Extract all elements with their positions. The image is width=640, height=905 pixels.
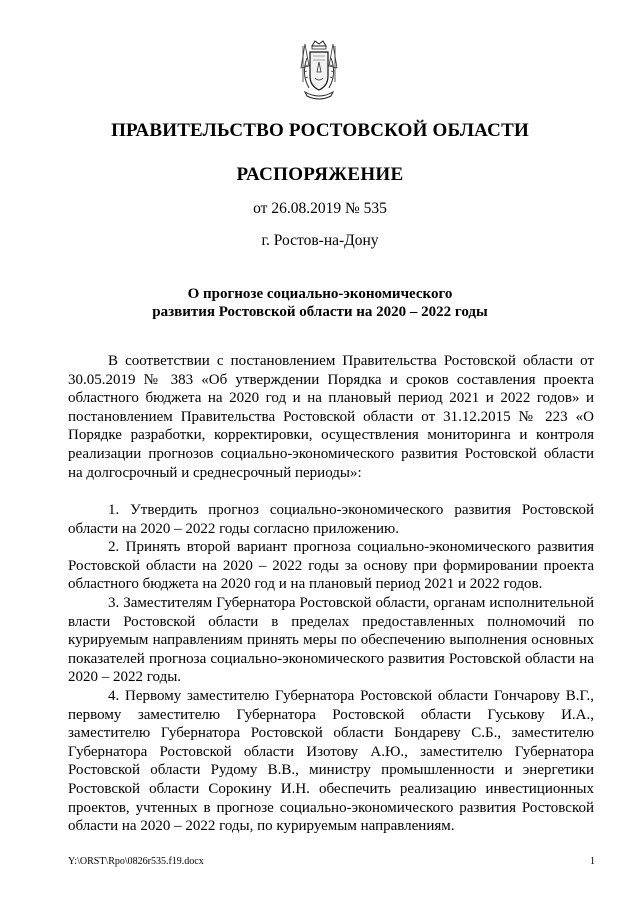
resolution-item: 4. Первому заместителю Губернатора Ростовской области Гончарову В.Г., первому заместителю Губернатора Ростовской области Гуськову И.А., заместителю Губернатора Ростовской области Бондареву С.Б., заместителю Губернатора Ростовской области Изотову А.Ю., заместителю Губернатора Ростовской области Рудому В.В., министру промышленности и энергетики Ростовской области Сорокину И.Н. обеспечить реализацию инвестиционных проектов, учтенных в прогнозе социально-экономического развития Ростовской области на 2020 – 2022 годы, по курируемым направлениям.: [68, 687, 594, 835]
preamble-paragraph: В соответствии с постановлением Правительства Ростовской области от 30.05.2019 № 383 «Об утверждении Порядка и сроков составления проекта областного бюджета на 2020 год и на плановый период 2021 и 2022 годов» и постановлением Правительства Ростовской области от 31.12.2015 № 223 «О Порядке разработки, корректировки, осуществления мониторинга и контроля реализации прогнозов социально-экономического развития Ростовской области на долгосрочный и среднесрочный периоды»:: [68, 353, 594, 481]
coat-of-arms-icon: [295, 38, 343, 104]
footer-page-number: 1: [590, 856, 595, 867]
document-subject: [0, 285, 640, 321]
preamble-section: [68, 352, 594, 482]
resolution-item: 2. Принять второй вариант прогноза социально-экономического развития Ростовской области на 2020 – 2022 годы за основу при формировании проекта областного бюджета на 2020 год и на плановый период 2021 и 2022 годов.: [68, 539, 594, 593]
footer-file-path: Y:\ORST\Rpo\0826r535.f19.docx: [68, 856, 204, 867]
subject-line-2: развития Ростовской области на 2020 – 2022 годы: [152, 304, 488, 320]
resolution-item: 3. Заместителям Губернатора Ростовской области, органам исполнительной власти Ростовской области в пределах предоставленных полномочий по курируемым направлениям принять меры по обеспечению выполнения основных показателей прогноза социально-экономического развития Ростовской области на 2020 – 2022 годы.: [68, 594, 594, 686]
document-city: г. Ростов-на-Дону: [261, 232, 379, 249]
resolution-items: [68, 501, 594, 836]
document-type-title: РАСПОРЯЖЕНИЕ: [236, 164, 404, 185]
organization-title: ПРАВИТЕЛЬСТВО РОСТОВСКОЙ ОБЛАСТИ: [111, 120, 529, 141]
resolution-item: 1. Утвердить прогноз социально-экономического развития Ростовской области на 2020 – 2022 годы согласно приложению.: [68, 502, 594, 537]
subject-line-1: О прогнозе социально-экономического: [187, 286, 453, 302]
document-date-number: от 26.08.2019 № 535: [253, 200, 387, 217]
